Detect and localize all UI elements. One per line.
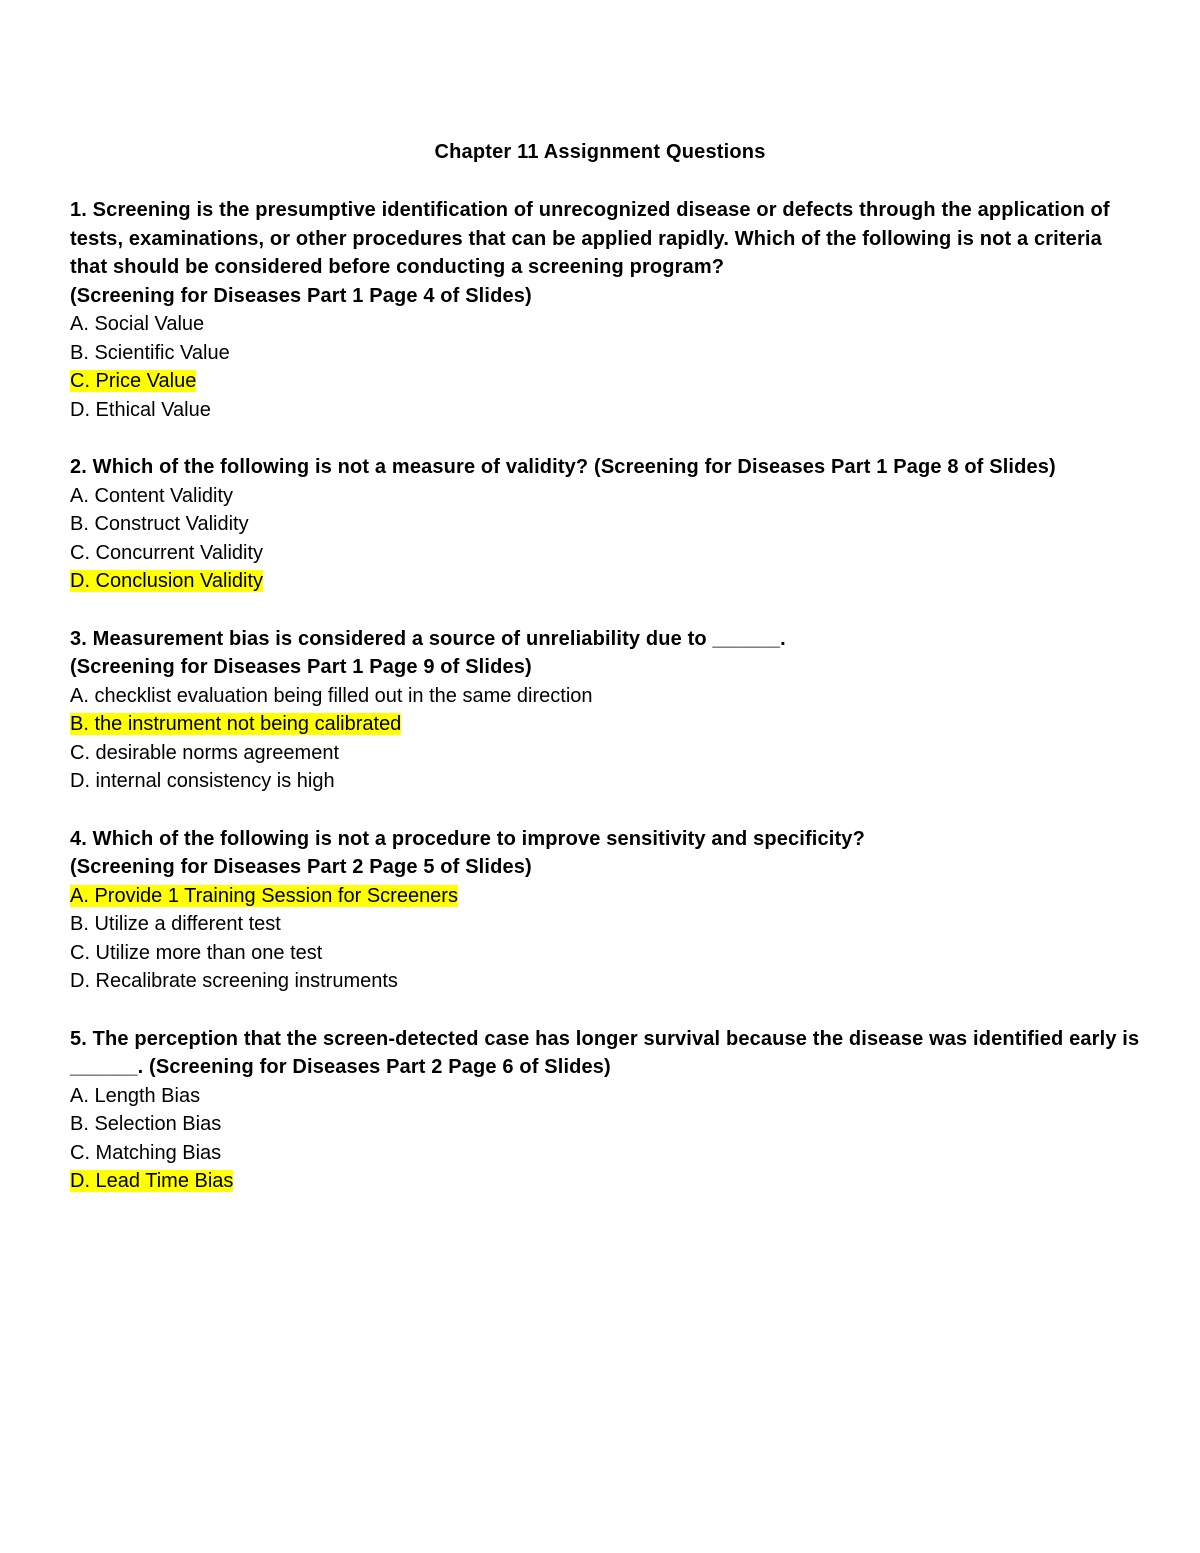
question-4-text: 4. Which of the following is not a procedure to improve sensitivity and specificity? xyxy=(70,827,865,850)
question-5-text: 5. The perception that the screen-detected case has longer survival because the disease was identified early is ______. (Screening for Diseases Part 2 Page 6 of Slides) xyxy=(70,1027,1140,1078)
question-5-option-d xyxy=(70,1167,1140,1196)
option-label: B. Utilize a different test xyxy=(70,913,281,935)
option-label: B. Construct Validity xyxy=(70,513,249,535)
question-1-reference: (Screening for Diseases Part 1 Page 4 of Slides) xyxy=(70,284,532,307)
question-4-option-d xyxy=(70,967,1140,996)
option-label: A. checklist evaluation being filled out in the same direction xyxy=(70,684,593,707)
question-4-reference: (Screening for Diseases Part 2 Page 5 of Slides) xyxy=(70,856,532,878)
page-title: Chapter 11 Assignment Questions xyxy=(434,141,766,163)
question-4-option-c xyxy=(70,939,1140,968)
question-1-option-d xyxy=(70,396,1140,425)
question-5 xyxy=(70,1025,1140,1196)
question-1-option-b xyxy=(70,339,1140,368)
option-label: C. Price Value xyxy=(70,370,197,392)
question-3-text: 3. Measurement bias is considered a source of unreliability due to ______. xyxy=(70,627,786,650)
option-label: B. Scientific Value xyxy=(70,341,230,364)
question-3-option-a xyxy=(70,682,1140,711)
question-2-option-c xyxy=(70,539,1140,568)
question-1-text: 1. Screening is the presumptive identification of unrecognized disease or defects through the application of tests, examinations, or other procedures that can be applied rapidly. Which of the following is not a criteria that should be considered before conducting a screening program? xyxy=(70,199,1110,278)
option-label: C. Utilize more than one test xyxy=(70,941,323,964)
option-label: A. Length Bias xyxy=(70,1084,201,1107)
question-3-option-d xyxy=(70,767,1140,796)
question-1-option-a xyxy=(70,310,1140,339)
question-3-reference: (Screening for Diseases Part 1 Page 9 of Slides) xyxy=(70,656,532,678)
question-2-text: 2. Which of the following is not a measure of validity? (Screening for Diseases Part 1 Page 8 of Slides) xyxy=(70,456,1056,478)
question-2 xyxy=(70,453,1140,596)
question-2-option-b xyxy=(70,510,1140,539)
question-list xyxy=(70,196,1140,1225)
question-5-option-c xyxy=(70,1139,1140,1168)
option-label: A. Social Value xyxy=(70,313,205,335)
option-label: D. Recalibrate screening instruments xyxy=(70,970,398,992)
question-1-option-c xyxy=(70,367,1140,396)
question-5-option-a xyxy=(70,1082,1140,1111)
question-1 xyxy=(70,196,1140,424)
option-label: A. Content Validity xyxy=(70,484,234,507)
question-4 xyxy=(70,825,1140,996)
option-label: B. Selection Bias xyxy=(70,1113,222,1135)
option-label: D. Conclusion Validity xyxy=(70,570,264,592)
option-label: B. the instrument not being calibrated xyxy=(70,713,402,735)
option-label: C. Matching Bias xyxy=(70,1141,222,1164)
option-label: D. internal consistency is high xyxy=(70,770,335,792)
question-4-option-a xyxy=(70,882,1140,911)
option-label: C. desirable norms agreement xyxy=(70,741,340,764)
question-2-option-d xyxy=(70,567,1140,596)
option-label: A. Provide 1 Training Session for Screeners xyxy=(70,884,458,907)
question-5-option-b xyxy=(70,1110,1140,1139)
question-2-option-a xyxy=(70,482,1140,511)
question-4-option-b xyxy=(70,910,1140,939)
question-3 xyxy=(70,625,1140,796)
question-3-option-b xyxy=(70,710,1140,739)
option-label: D. Ethical Value xyxy=(70,398,211,421)
question-3-option-c xyxy=(70,739,1140,768)
option-label: C. Concurrent Validity xyxy=(70,541,264,564)
option-label: D. Lead Time Bias xyxy=(70,1170,234,1192)
